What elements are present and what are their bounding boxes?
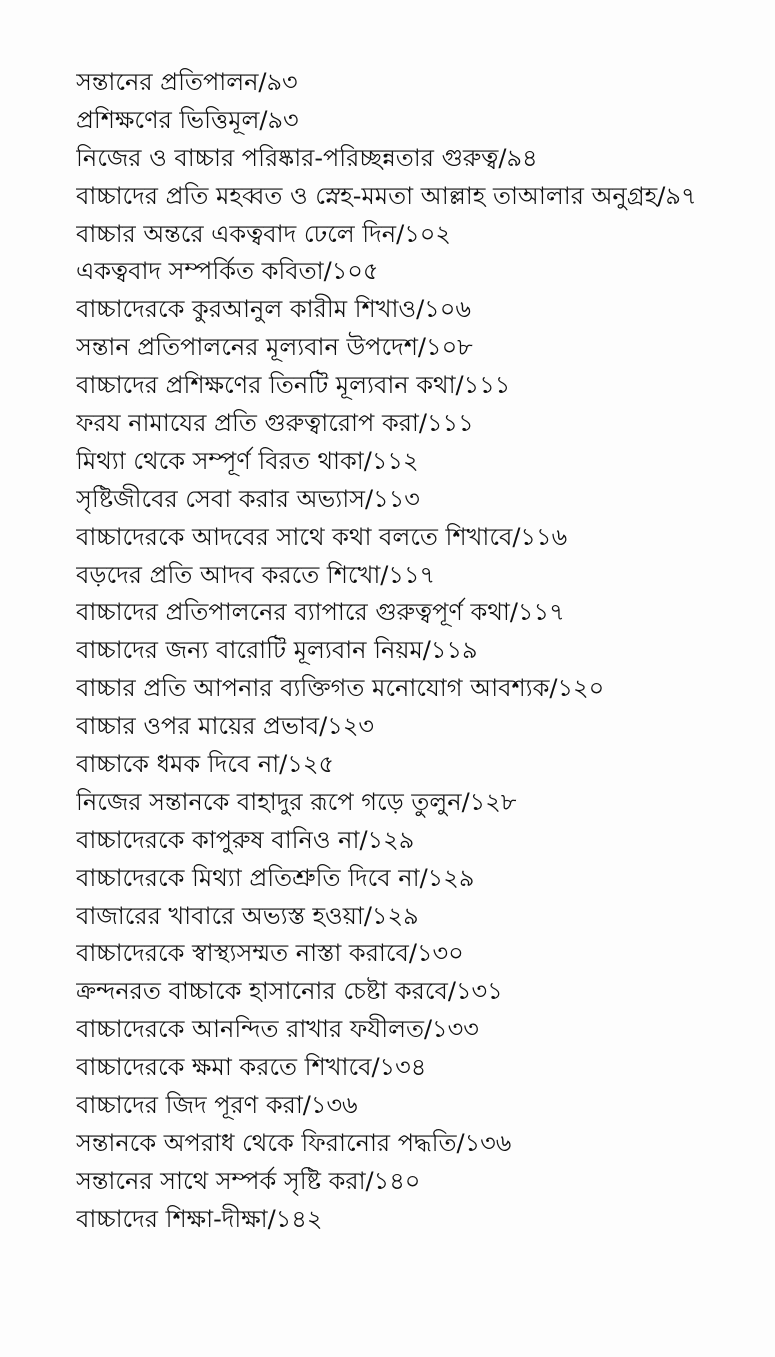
toc-entry: ক্রন্দনরত বাচ্চাকে হাসানোর চেষ্টা করবে/১৩১ <box>76 977 503 1006</box>
toc-entry: বাচ্চাদের প্রতিপালনের ব্যাপারে গুরুত্বপূর্ণ কথা/১১৭ <box>76 598 565 627</box>
toc-entry: নিজের সন্তানকে বাহাদুর রূপে গড়ে তুলুন/১২৮ <box>76 787 517 816</box>
toc-entry: বাচ্চাদেরকে স্বাস্থ্যসম্মত নাস্তা করাবে/১৩০ <box>76 939 464 968</box>
toc-entry: বাচ্চাদের প্রতি মহব্বত ও স্নেহ-মমতা আল্লাহ তাআলার অনুগ্রহ/৯৭ <box>76 181 697 210</box>
table-of-contents <box>76 64 766 1239</box>
toc-entry: বাচ্চাদের জন্য বারোটি মূল্যবান নিয়ম/১১৯ <box>76 636 478 665</box>
toc-entry: সৃষ্টিজীবের সেবা করার অভ্যাস/১১৩ <box>76 484 420 513</box>
toc-entry: সন্তান প্রতিপালনের মূল্যবান উপদেশ/১০৮ <box>76 333 473 362</box>
toc-entry: বাজারের খাবারে অভ্যস্ত হওয়া/১২৯ <box>76 901 419 930</box>
toc-entry: মিথ্যা থেকে সম্পূর্ণ বিরত থাকা/১১২ <box>76 446 419 475</box>
toc-entry: বাচ্চাদেরকে কাপুরুষ বানিও না/১২৯ <box>76 825 415 854</box>
toc-entry: বাচ্চাদেরকে মিথ্যা প্রতিশ্রুতি দিবে না/১২৯ <box>76 863 475 892</box>
toc-entry: বাচ্চাদেরকে ক্ষমা করতে শিখাবে/১৩৪ <box>76 1053 427 1082</box>
toc-entry: সন্তানকে অপরাধ থেকে ফিরানোর পদ্ধতি/১৩৬ <box>76 1128 512 1157</box>
toc-entry: বাচ্চার প্রতি আপনার ব্যক্তিগত মনোযোগ আবশ্যক/১২০ <box>76 674 605 703</box>
toc-entry: সন্তানের প্রতিপালন/৯৩ <box>76 68 298 96</box>
toc-entry: বাচ্চাদেরকে কুরআনুল কারীম শিখাও/১০৬ <box>76 295 471 324</box>
toc-entry: বাচ্চাকে ধমক দিবে না/১২৫ <box>76 750 335 779</box>
toc-entry: প্রশিক্ষণের ভিত্তিমূল/৯৩ <box>76 105 299 134</box>
toc-entry: বাচ্চার অন্তরে একত্ববাদ ঢেলে দিন/১০২ <box>76 219 451 248</box>
toc-entry: বাচ্চাদেরকে আনন্দিত রাখার ফযীলত/১৩৩ <box>76 1015 479 1044</box>
toc-entry: বাচ্চাদের জিদ পূরণ করা/১৩৬ <box>76 1091 358 1120</box>
toc-entry: বড়দের প্রতি আদব করতে শিখো/১১৭ <box>76 560 436 589</box>
toc-entry: সন্তানের সাথে সম্পর্ক সৃষ্টি করা/১৪০ <box>76 1166 421 1195</box>
toc-entry: বাচ্চাদের শিক্ষা-দীক্ষা/১৪২ <box>76 1204 323 1233</box>
toc-entry: ফরয নামাযের প্রতি গুরুত্বারোপ করা/১১১ <box>76 409 474 438</box>
toc-entry: বাচ্চার ওপর মায়ের প্রভাব/১২৩ <box>76 712 375 741</box>
toc-entry: নিজের ও বাচ্চার পরিষ্কার-পরিচ্ছন্নতার গুরুত্ব/৯৪ <box>76 143 538 172</box>
toc-entry: একত্ববাদ সম্পর্কিত কবিতা/১০৫ <box>76 257 379 286</box>
toc-entry: বাচ্চাদের প্রশিক্ষণের তিনটি মূল্যবান কথা/১১১ <box>76 371 511 400</box>
toc-entry: বাচ্চাদেরকে আদবের সাথে কথা বলতে শিখাবে/১১৬ <box>76 522 568 551</box>
